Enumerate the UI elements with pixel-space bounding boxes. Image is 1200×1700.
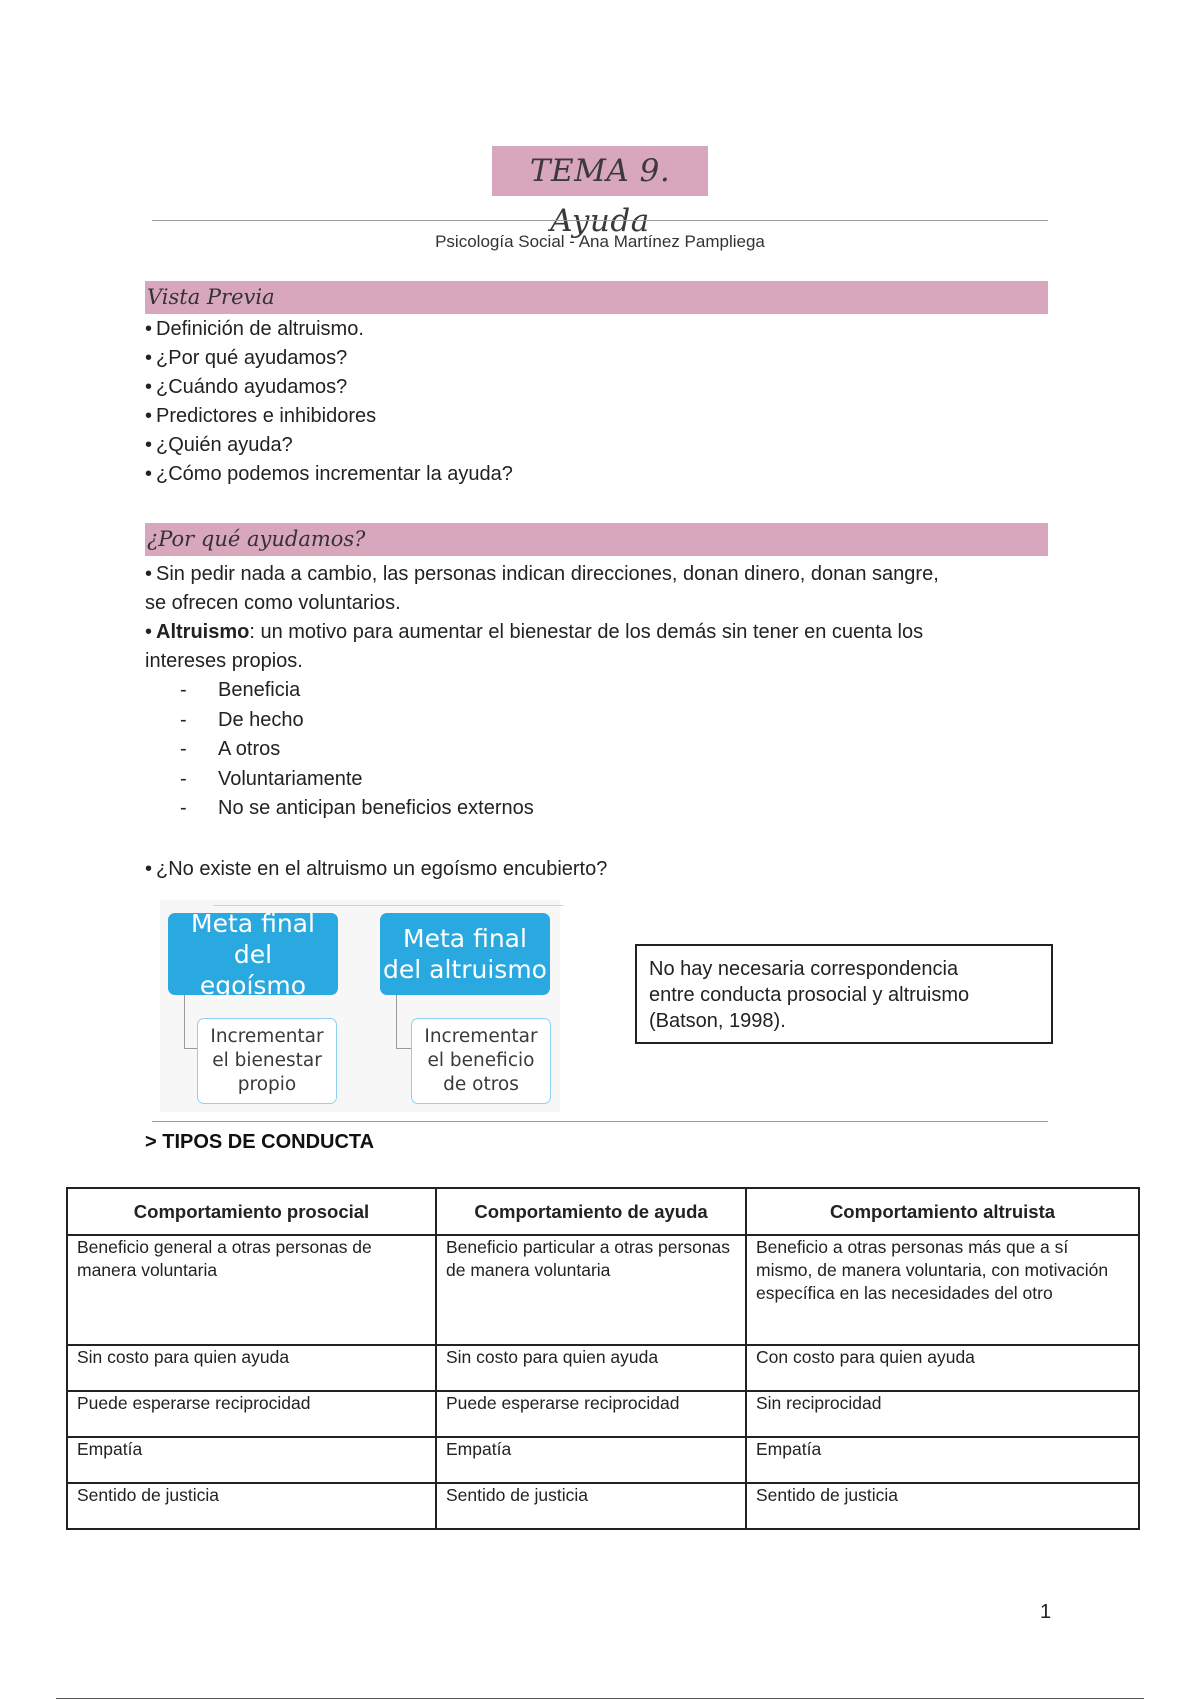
table-cell: Sin reciprocidad xyxy=(746,1391,1139,1437)
connector xyxy=(184,1048,198,1049)
list-item: - Beneficia xyxy=(180,679,301,701)
list-item: • Definición de altruismo. xyxy=(145,318,364,340)
meta-egoismo-box: Meta final del egoísmo xyxy=(168,913,338,995)
altruismo-term: Altruismo xyxy=(156,621,250,643)
title-divider xyxy=(152,220,1048,221)
section-heading-vista-previa: Vista Previa xyxy=(145,281,1048,314)
incrementar-beneficio-box: Incrementar el beneficio de otros xyxy=(411,1018,551,1104)
list-item: - Voluntariamente xyxy=(180,767,363,790)
table-cell: Puede esperarse reciprocidad xyxy=(436,1391,746,1437)
section-heading-por-que-ayudamos: ¿Por qué ayudamos? xyxy=(145,523,1048,556)
paragraph-line: intereses propios. xyxy=(145,650,303,672)
diagram-divider xyxy=(213,905,563,906)
table-cell: Sentido de justicia xyxy=(746,1483,1139,1529)
list-item: • ¿Cuándo ayudamos? xyxy=(145,376,348,398)
list-item: - De hecho xyxy=(180,708,304,731)
egoismo-question: • ¿No existe en el altruismo un egoísmo encubierto? xyxy=(145,858,608,880)
altruismo-criteria-list xyxy=(180,676,534,824)
table-cell: Sin costo para quien ayuda xyxy=(67,1345,436,1391)
table-cell: Sin costo para quien ayuda xyxy=(436,1345,746,1391)
table-cell: Con costo para quien ayuda xyxy=(746,1345,1139,1391)
por-que-paragraph: • Sin pedir nada a cambio, las personas indican direcciones, donan dinero, donan sangre, se ofrecen como voluntarios. • Altruismo: un motivo para aumentar el bienestar de los demás sin tener en cuenta los intereses propios. xyxy=(145,560,1045,676)
paragraph-line: Sin pedir nada a cambio, las personas indican direcciones, donan dinero, donan sangre, xyxy=(156,563,939,585)
list-item: • ¿Por qué ayudamos? xyxy=(145,347,348,369)
table-row xyxy=(67,1345,1139,1391)
meta-altruismo-box: Meta final del altruismo xyxy=(380,913,550,995)
incrementar-bienestar-box: Incrementar el bienestar propio xyxy=(197,1018,337,1104)
section-divider xyxy=(152,1121,1048,1122)
conduct-types-table xyxy=(66,1187,1140,1530)
altruismo-definition: : un motivo para aumentar el bienestar de los demás sin tener en cuenta los xyxy=(249,621,924,643)
table-cell: Puede esperarse reciprocidad xyxy=(67,1391,436,1437)
table-row xyxy=(67,1483,1139,1529)
connector xyxy=(396,995,397,1048)
table-cell: Beneficio general a otras personas de manera voluntaria xyxy=(67,1235,436,1345)
table-header-row xyxy=(67,1188,1139,1235)
table-cell: Sentido de justicia xyxy=(436,1483,746,1529)
table-row xyxy=(67,1235,1139,1345)
column-header: Comportamiento altruista xyxy=(746,1188,1139,1235)
vista-previa-list xyxy=(145,315,1045,489)
table-cell: Empatía xyxy=(436,1437,746,1483)
column-header: Comportamiento de ayuda xyxy=(436,1188,746,1235)
table-cell: Beneficio a otras personas más que a sí mismo, de manera voluntaria, con motivación específica en las necesidades del otro xyxy=(746,1235,1139,1345)
list-item: • ¿Quién ayuda? xyxy=(145,434,293,456)
tipos-de-conducta-heading: > TIPOS DE CONDUCTA xyxy=(145,1131,375,1153)
table-row xyxy=(67,1437,1139,1483)
list-item: - No se anticipan beneficios externos xyxy=(180,797,534,819)
subtitle: Psicología Social - Ana Martínez Pampliega xyxy=(435,232,765,251)
table-row xyxy=(67,1391,1139,1437)
table-cell: Empatía xyxy=(67,1437,436,1483)
connector xyxy=(396,1048,412,1049)
list-item: - A otros xyxy=(180,738,281,760)
connector xyxy=(184,995,185,1048)
page-bottom-divider xyxy=(56,1698,1144,1699)
table-cell: Beneficio particular a otras personas de manera voluntaria xyxy=(436,1235,746,1345)
table-cell: Empatía xyxy=(746,1437,1139,1483)
paragraph-line: se ofrecen como voluntarios. xyxy=(145,592,401,614)
batson-note: No hay necesaria correspondencia entre conducta prosocial y altruismo (Batson, 1998). xyxy=(635,944,1053,1044)
page-number: 1 xyxy=(1040,1601,1052,1623)
list-item: • ¿Cómo podemos incrementar la ayuda? xyxy=(145,463,513,485)
page-title: TEMA 9. Ayuda xyxy=(492,146,708,196)
table-cell: Sentido de justicia xyxy=(67,1483,436,1529)
column-header: Comportamiento prosocial xyxy=(67,1188,436,1235)
list-item: • Predictores e inhibidores xyxy=(145,405,377,427)
